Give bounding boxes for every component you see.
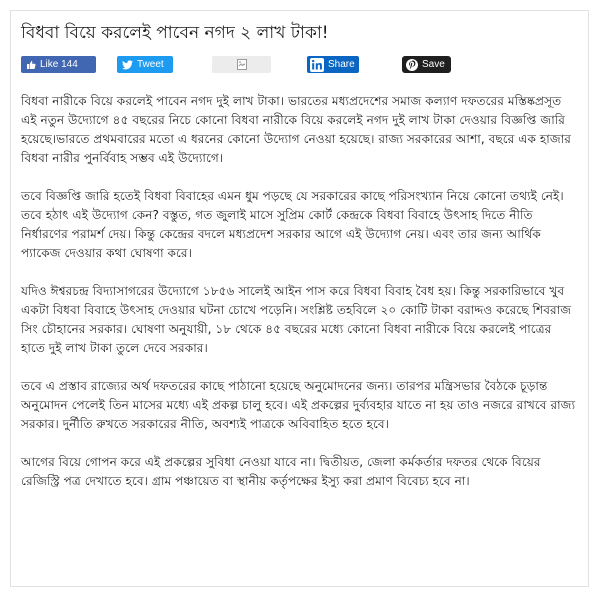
article-title: বিধবা বিয়ে করলেই পাবেন নগদ ২ লাখ টাকা! bbox=[21, 23, 329, 43]
twitter-bird-icon bbox=[122, 60, 133, 70]
google-plus-button[interactable] bbox=[212, 56, 271, 73]
pinterest-save-button[interactable] bbox=[402, 56, 451, 73]
article-paragraph: আগের বিয়ে গোপন করে এই প্রকল্পের সুবিধা নেওয়া যাবে না। দ্বিতীয়ত, জেলা কর্মকর্তার দফতর থেকে বিয়ের রেজিস্ট্রি পত্র দেখাতে হবে। গ্রাম পঞ্চায়েত বা স্থানীয় কর্তৃপক্ষের ইস্যু করা প্রমাণ বিবেচ্য হবে না। bbox=[21, 455, 541, 488]
article-paragraph: তবে বিজ্ঞপ্তি জারি হতেই বিধবা বিবাহের এমন ধুম পড়ছে যে সরকারের কাছে পরিসংখ্যান নিয়ে কোনো তথ্যই নেই। তবে হঠাৎ এই উদ্যোগ কেন? বস্তুত, গত জুলাই মাসে সুপ্রিম কোর্ট কেন্দ্রকে বিধবা বিবাহে উৎসাহ দিতে নীতি নির্ধারণের পরামর্শ দেয়। কিন্তু কেন্দ্রের বদলে মধ্যপ্রদেশ সরকার আগে এই উদ্যোগ নেয়। এবং তার জন্য আর্থিক প্যাকেজ দেওয়ার কথা ঘোষণা করে। bbox=[21, 189, 564, 260]
tweet-label: Tweet bbox=[137, 59, 164, 70]
linkedin-share-label: Share bbox=[328, 59, 355, 70]
linkedin-share-button[interactable] bbox=[307, 56, 359, 73]
broken-image-icon bbox=[237, 59, 247, 70]
tweet-button[interactable] bbox=[117, 56, 173, 73]
article-paragraph: যদিও ঈশ্বরচন্দ্র বিদ্যাসাগরের উদ্যোগে ১৮৫৬ সালেই আইন পাস করে বিধবা বিবাহ বৈধ হয়। কিন্তু সরকারিভাবে খুব একটা বিধবা বিবাহে উৎসাহ দেওয়ার ঘটনা চোখে পড়েনি। সংশ্লিষ্ট তহবিলে ২০ কোটি টাকা বরাদ্দও করেছে শিবরাজ সিং চৌহানের সরকার। ঘোষণা অনুযায়ী, ১৮ থেকে ৪৫ বছরের মধ্যে কোনো বিধবা নারীকে বিয়ে করলেই পাত্রের হাতে দুই লাখ টাকা তুলে দেবে সরকার। bbox=[21, 284, 572, 355]
facebook-like-label: Like 144 bbox=[40, 59, 78, 70]
pinterest-icon bbox=[406, 59, 418, 71]
article-paragraph: তবে এ প্রস্তাব রাজ্যের অর্থ দফতরের কাছে পাঠানো হয়েছে অনুমোদনের জন্য। তারপর মন্ত্রিসভার বৈঠকে চূড়ান্ত অনুমোদন পেলেই তিন মাসের মধ্যে এই প্রকল্প চালু হবে। এই প্রকল্পের দুর্ব্যবহার যাতে না হয় তাও নজরে রাখবে রাজ্য সরকার। দুর্নীতি রুখতে সরকারের নীতি, অবশ্যই পাত্রকে অবিবাহিত হতে হবে। bbox=[21, 379, 576, 431]
linkedin-icon bbox=[310, 58, 324, 72]
facebook-like-button[interactable] bbox=[21, 56, 96, 73]
thumbs-up-icon bbox=[26, 60, 36, 70]
article-paragraph: বিধবা নারীকে বিয়ে করলেই পাবেন নগদ দুই লাখ টাকা। ভারতের মধ্যপ্রদেশের সমাজ কল্যাণ দফতরের মস্তিষ্কপ্রসূত এই নতুন উদ্যোগে ৪৫ বছরের নিচে কোনো বিধবা নারীকে বিয়ে করলেই নগদ দুই লাখ টাকা দেওয়ার বিজ্ঞপ্তি জারি হয়েছে।ভারতে প্রথমবারের মতো এ ধরনের কোনো উদ্যোগ নেওয়া হয়েছে। রাজ্য সরকারের আশা, বছরে এক হাজার বিধবা নারীর পুনর্বিবাহ সম্ভব এই উদ্যোগে। bbox=[21, 94, 571, 165]
pinterest-save-label: Save bbox=[422, 59, 445, 70]
article-body bbox=[21, 92, 576, 510]
